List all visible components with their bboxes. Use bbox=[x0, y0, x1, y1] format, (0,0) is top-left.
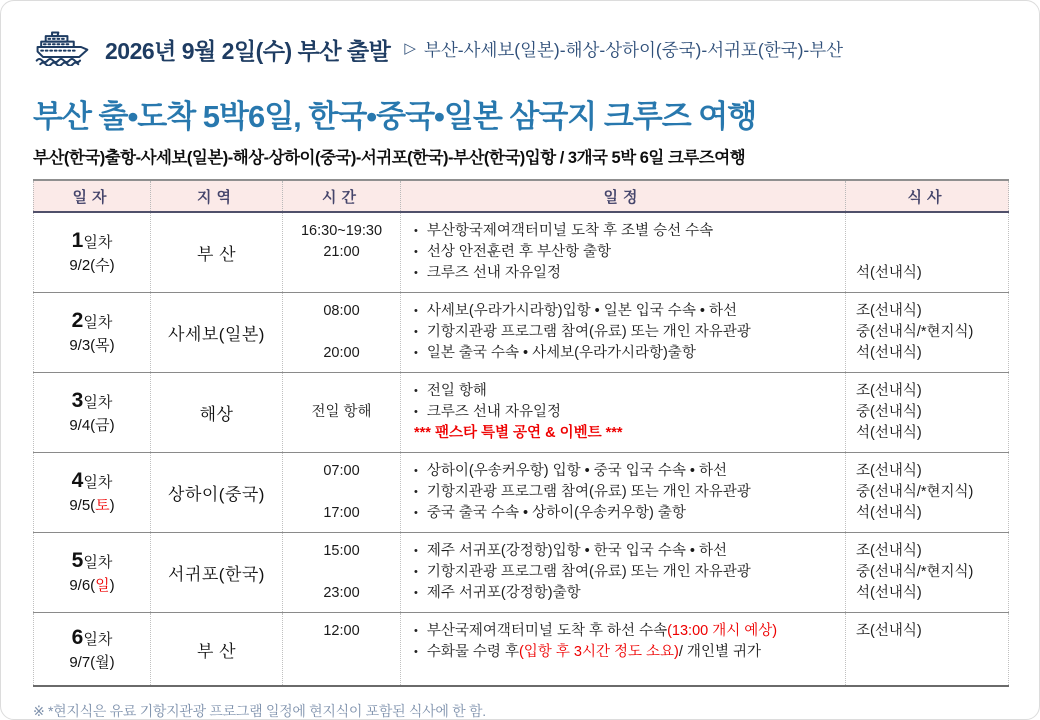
region-cell: 서귀포(한국) bbox=[151, 533, 283, 612]
column-header-schedule: 일정 bbox=[401, 181, 846, 211]
meal-entry bbox=[856, 642, 1002, 663]
schedule-item: • 일본 출국 수속 • 사세보(우라가시라항)출항 bbox=[414, 343, 837, 364]
meal-entry: 중(선내식/*현지식) bbox=[856, 484, 974, 500]
time-entry: 15:00 bbox=[323, 543, 360, 559]
header-bar bbox=[33, 27, 1007, 71]
day-number: 2일차 bbox=[71, 309, 113, 332]
table-header-row bbox=[33, 179, 1009, 213]
time-entry: 17:00 bbox=[323, 505, 360, 521]
time-entry: 20:00 bbox=[323, 345, 360, 361]
page-title: 부산 출•도착 5박6일, 한국•중국•일본 삼국지 크루즈 여행 bbox=[33, 99, 757, 134]
bullet-icon: • bbox=[414, 326, 418, 338]
meal-entry: 석(선내식) bbox=[856, 265, 922, 281]
day-cell bbox=[33, 613, 151, 685]
bullet-icon: • bbox=[414, 545, 418, 557]
itinerary-table bbox=[33, 179, 1009, 687]
meal-cell bbox=[846, 453, 1009, 532]
day-cell bbox=[33, 373, 151, 452]
region-cell: 해상 bbox=[151, 373, 283, 452]
meal-entry: 조(선내식) bbox=[856, 303, 922, 319]
time-entry bbox=[287, 482, 396, 503]
schedule-item: • 기항지관광 프로그램 참여(유료) 또는 개인 자유관광 bbox=[414, 482, 837, 503]
time-entry: 21:00 bbox=[323, 244, 360, 260]
time-entry: 07:00 bbox=[323, 463, 360, 479]
time-entry: 16:30~19:30 bbox=[300, 223, 383, 239]
schedule-cell bbox=[401, 453, 846, 532]
meal-entry: 중(선내식/*현지식) bbox=[856, 564, 974, 580]
bullet-icon: • bbox=[414, 625, 418, 637]
schedule-cell bbox=[401, 373, 846, 452]
column-header-region: 지역 bbox=[151, 181, 283, 211]
day-number: 4일차 bbox=[71, 469, 113, 492]
schedule-item: • 제주 서귀포(강정항)출항 bbox=[414, 583, 837, 604]
time-entry bbox=[287, 423, 396, 444]
triangle-marker-icon: ▷ bbox=[404, 40, 416, 57]
time-cell bbox=[283, 613, 401, 685]
time-cell bbox=[283, 213, 401, 292]
bullet-icon: • bbox=[414, 385, 418, 397]
schedule-item: • 수화물 수령 후 (입항 후 3시간 정도 소요) / 개인별 귀가 bbox=[414, 642, 837, 663]
table-row bbox=[33, 453, 1009, 533]
day-cell bbox=[33, 533, 151, 612]
meal-cell bbox=[846, 213, 1009, 292]
day-cell bbox=[33, 293, 151, 372]
time-entry bbox=[287, 642, 396, 663]
schedule-item: • 기항지관광 프로그램 참여(유료) 또는 개인 자유관광 bbox=[414, 562, 837, 583]
region-cell: 사세보(일본) bbox=[151, 293, 283, 372]
time-entry: 08:00 bbox=[323, 303, 360, 319]
day-date: 9/5(토) bbox=[69, 497, 115, 514]
bullet-icon: • bbox=[414, 267, 418, 279]
time-entry bbox=[287, 381, 396, 402]
day-number: 5일차 bbox=[71, 549, 113, 572]
bullet-icon: • bbox=[414, 305, 418, 317]
schedule-item: • 전일 항해 bbox=[414, 381, 837, 402]
region-cell: 부 산 bbox=[151, 613, 283, 685]
table-row bbox=[33, 293, 1009, 373]
schedule-item: • 사세보(우라가시라항)입항 • 일본 입국 수속 • 하선 bbox=[414, 301, 837, 322]
day-date: 9/7(월) bbox=[69, 653, 115, 671]
day-date: 9/6(일) bbox=[69, 577, 115, 594]
page-subtitle: 부산(한국)출항-사세보(일본)-해상-상하이(중국)-서귀포(한국)-부산(한국)입항 / 3개국 5박 6일 크루즈여행 bbox=[33, 149, 746, 167]
departure-title: 2026년 9월 2일(수) 부산 출발 bbox=[105, 37, 391, 64]
day-number: 3일차 bbox=[71, 389, 113, 412]
time-entry: 전일 항해 bbox=[311, 404, 372, 420]
schedule-item: • 선상 안전훈련 후 부산항 출항 bbox=[414, 242, 837, 263]
cruise-ship-icon bbox=[33, 28, 91, 71]
schedule-item: • 기항지관광 프로그램 참여(유료) 또는 개인 자유관광 bbox=[414, 322, 837, 343]
schedule-item: • 부산국제여객터미널 도착 후 하선 수속 (13:00 개시 예상) bbox=[414, 621, 837, 642]
time-entry: 23:00 bbox=[323, 585, 360, 601]
day-date: 9/3(목) bbox=[69, 337, 115, 354]
time-cell bbox=[283, 293, 401, 372]
schedule-cell bbox=[401, 213, 846, 292]
day-date: 9/2(수) bbox=[69, 257, 115, 274]
meal-entry bbox=[856, 221, 1002, 242]
day-cell bbox=[33, 213, 151, 292]
region-cell: 부 산 bbox=[151, 213, 283, 292]
bullet-icon: • bbox=[414, 225, 418, 237]
schedule-item: • 크루즈 선내 자유일정 bbox=[414, 402, 837, 423]
day-cell bbox=[33, 453, 151, 532]
bullet-icon: • bbox=[414, 566, 418, 578]
meal-entry: 석(선내식) bbox=[856, 345, 922, 361]
day-date: 9/4(금) bbox=[69, 417, 115, 434]
bullet-icon: • bbox=[414, 406, 418, 418]
time-entry: 12:00 bbox=[323, 623, 360, 639]
meal-entry: 조(선내식) bbox=[856, 623, 922, 639]
meal-entry: 조(선내식) bbox=[856, 463, 922, 479]
meal-entry: 석(선내식) bbox=[856, 505, 922, 521]
region-cell: 상하이(중국) bbox=[151, 453, 283, 532]
column-header-meal: 식사 bbox=[846, 181, 1009, 211]
schedule-cell bbox=[401, 613, 846, 685]
column-header-time: 시간 bbox=[283, 181, 401, 211]
schedule-item: • 부산항국제여객터미널 도착 후 조별 승선 수속 bbox=[414, 221, 837, 242]
itinerary-rows bbox=[33, 213, 1009, 687]
schedule-item: *** 팬스타 특별 공연 & 이벤트 *** bbox=[414, 425, 623, 441]
time-entry bbox=[287, 322, 396, 343]
table-row bbox=[33, 373, 1009, 453]
meal-entry bbox=[856, 242, 1002, 263]
bullet-icon: • bbox=[414, 507, 418, 519]
table-row bbox=[33, 613, 1009, 687]
time-cell bbox=[283, 373, 401, 452]
column-header-date: 일자 bbox=[33, 181, 151, 211]
schedule-item: • 중국 출국 수속 • 상하이(우송커우항) 출항 bbox=[414, 503, 837, 524]
footnote: ※ *현지식은 유료 기항지관광 프로그램 일정에 현지식이 포함된 식사에 한 함. bbox=[33, 703, 486, 719]
time-cell bbox=[283, 533, 401, 612]
bullet-icon: • bbox=[414, 465, 418, 477]
table-row bbox=[33, 213, 1009, 293]
time-entry bbox=[287, 562, 396, 583]
day-number: 6일차 bbox=[71, 625, 113, 649]
meal-cell bbox=[846, 293, 1009, 372]
meal-entry: 중(선내식/*현지식) bbox=[856, 324, 974, 340]
meal-entry: 조(선내식) bbox=[856, 543, 922, 559]
schedule-cell bbox=[401, 293, 846, 372]
meal-entry: 조(선내식) bbox=[856, 383, 922, 399]
route-summary bbox=[404, 37, 843, 62]
schedule-cell bbox=[401, 533, 846, 612]
route-text: 부산-사세보(일본)-해상-상하이(중국)-서귀포(한국)-부산 bbox=[423, 39, 844, 60]
bullet-icon: • bbox=[414, 486, 418, 498]
bullet-icon: • bbox=[414, 347, 418, 359]
bullet-icon: • bbox=[414, 246, 418, 258]
meal-cell bbox=[846, 533, 1009, 612]
meal-cell bbox=[846, 613, 1009, 685]
time-entry bbox=[287, 263, 396, 284]
schedule-item: • 크루즈 선내 자유일정 bbox=[414, 263, 837, 284]
schedule-item: • 상하이(우송커우항) 입항 • 중국 입국 수속 • 하선 bbox=[414, 461, 837, 482]
meal-cell bbox=[846, 373, 1009, 452]
meal-entry: 중(선내식) bbox=[856, 404, 922, 420]
time-cell bbox=[283, 453, 401, 532]
table-row bbox=[33, 533, 1009, 613]
bullet-icon: • bbox=[414, 587, 418, 599]
schedule-item: • 제주 서귀포(강정항)입항 • 한국 입국 수속 • 하선 bbox=[414, 541, 837, 562]
day-number: 1일차 bbox=[71, 229, 113, 252]
meal-entry: 석(선내식) bbox=[856, 585, 922, 601]
meal-entry: 석(선내식) bbox=[856, 425, 922, 441]
bullet-icon: • bbox=[414, 646, 418, 658]
